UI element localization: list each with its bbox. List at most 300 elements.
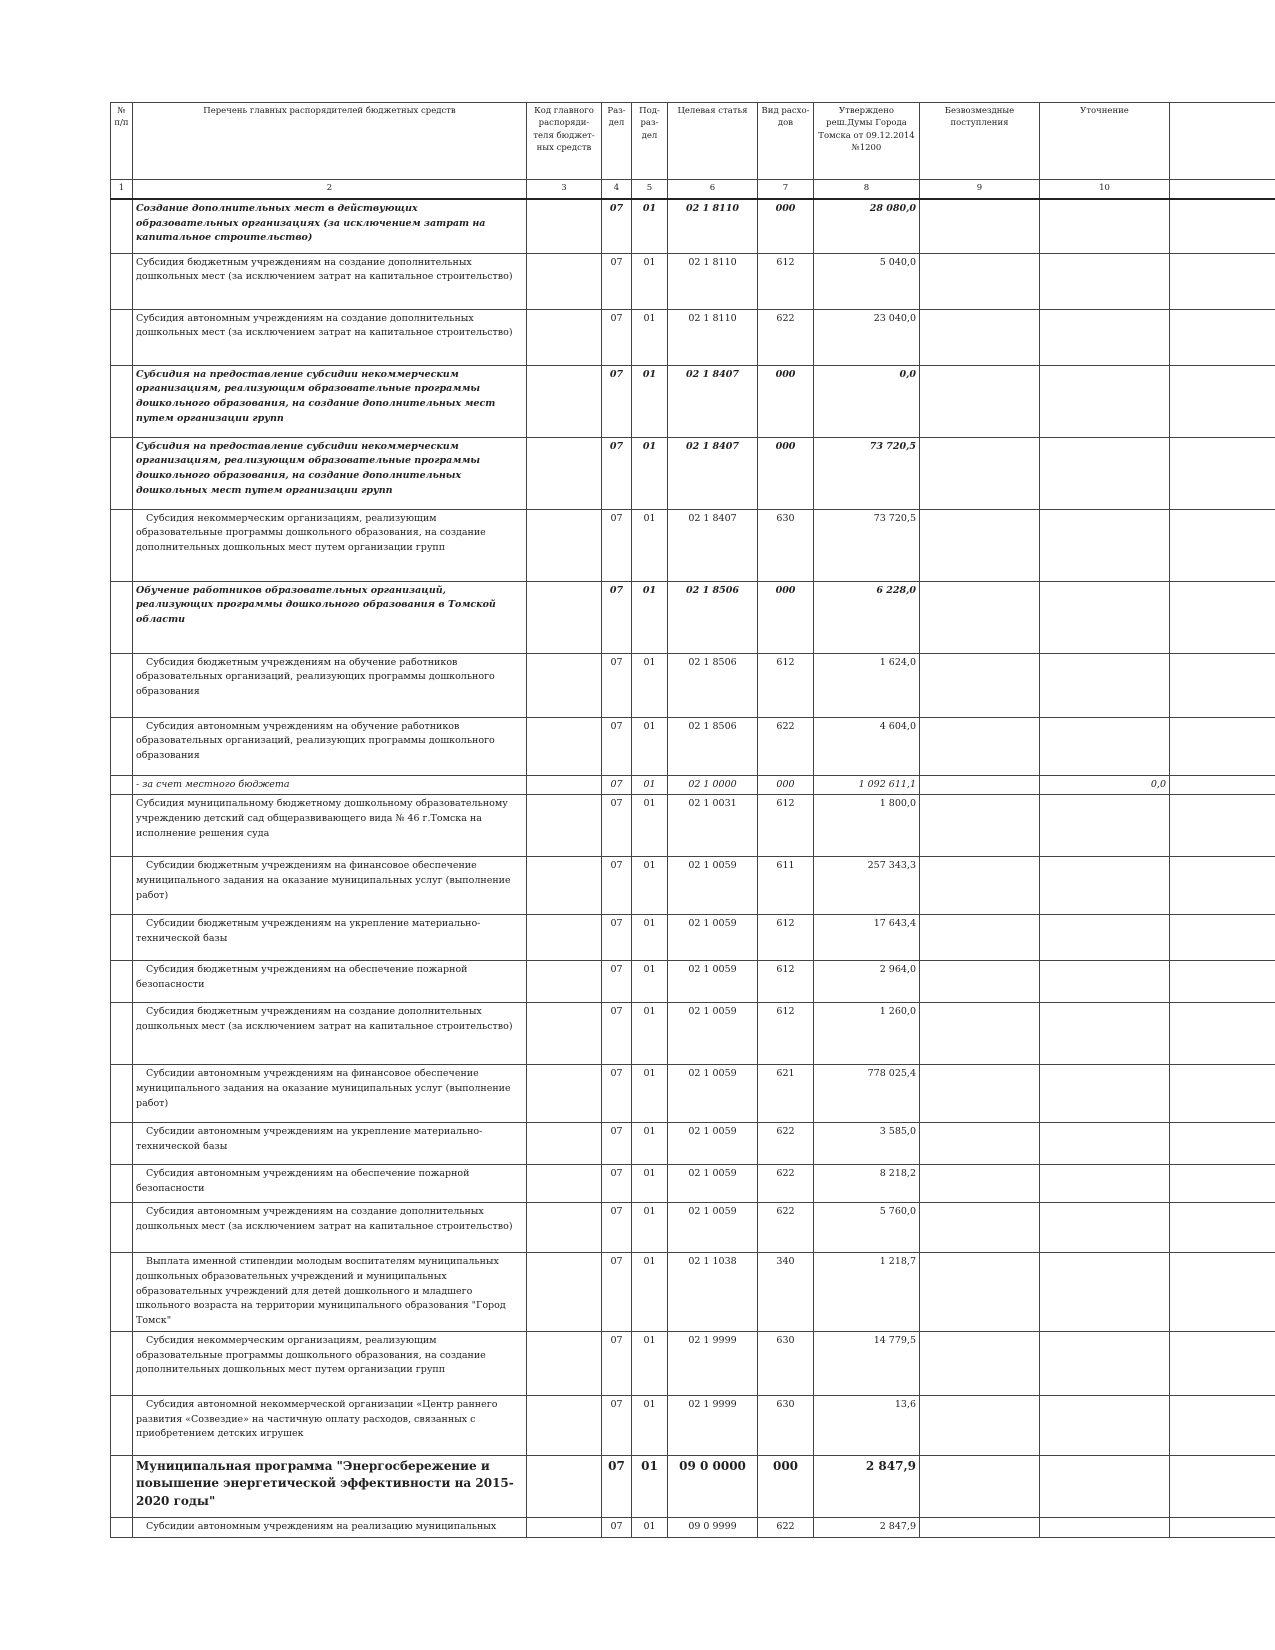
cell-expense-type: 000	[758, 1455, 814, 1517]
cell-podrazdel: 01	[632, 1253, 668, 1332]
cell-clarification	[1040, 1003, 1170, 1065]
cell-podrazdel: 01	[632, 1517, 668, 1537]
cell-extra	[1170, 1165, 1275, 1203]
cell-code	[527, 1455, 602, 1517]
cell-grants	[920, 857, 1040, 915]
cell-target-article: 02 1 0059	[668, 857, 758, 915]
cell-podrazdel: 01	[632, 253, 668, 309]
cell-number	[111, 1165, 133, 1203]
cell-code	[527, 1253, 602, 1332]
cell-expense-type: 000	[758, 581, 814, 653]
cell-extra	[1170, 199, 1275, 253]
cell-razdel: 07	[602, 717, 632, 775]
cell-approved-amount: 1 260,0	[814, 1003, 920, 1065]
cell-grants	[920, 253, 1040, 309]
cell-approved-amount: 28 080,0	[814, 199, 920, 253]
cell-clarification	[1040, 653, 1170, 717]
cell-description: Субсидия бюджетным учреждениям на обучение работников образовательных организаций, реализующих программы дошкольного образования	[133, 653, 527, 717]
cell-clarification	[1040, 915, 1170, 961]
cell-number	[111, 365, 133, 437]
cell-clarification	[1040, 253, 1170, 309]
cell-razdel: 07	[602, 509, 632, 581]
cell-razdel: 07	[602, 857, 632, 915]
cell-expense-type: 630	[758, 1395, 814, 1455]
cell-clarification	[1040, 961, 1170, 1003]
cell-extra	[1170, 915, 1275, 961]
cell-extra	[1170, 795, 1275, 857]
cell-number	[111, 653, 133, 717]
column-number-extra	[1170, 180, 1275, 200]
cell-podrazdel: 01	[632, 437, 668, 509]
header-grants: Безвозмездные поступления	[920, 103, 1040, 180]
cell-podrazdel: 01	[632, 653, 668, 717]
cell-razdel: 07	[602, 1123, 632, 1165]
cell-approved-amount: 1 800,0	[814, 795, 920, 857]
cell-expense-type: 612	[758, 961, 814, 1003]
header-number: № п/п	[111, 103, 133, 180]
column-number: 5	[632, 180, 668, 200]
cell-extra	[1170, 437, 1275, 509]
cell-number	[111, 775, 133, 795]
cell-description: Субсидии автономным учреждениям на укрепление материально-технической базы	[133, 1123, 527, 1165]
cell-code	[527, 581, 602, 653]
cell-description: Субсидия бюджетным учреждениям на создание дополнительных дошкольных мест (за исключением затрат на капитальное строительство)	[133, 253, 527, 309]
cell-number	[111, 509, 133, 581]
cell-clarification	[1040, 437, 1170, 509]
cell-approved-amount: 14 779,5	[814, 1331, 920, 1395]
cell-code	[527, 795, 602, 857]
cell-approved-amount: 1 218,7	[814, 1253, 920, 1332]
cell-target-article: 09 0 0000	[668, 1455, 758, 1517]
cell-podrazdel: 01	[632, 581, 668, 653]
cell-clarification	[1040, 1123, 1170, 1165]
cell-number	[111, 1003, 133, 1065]
cell-razdel: 07	[602, 775, 632, 795]
cell-target-article: 02 1 0000	[668, 775, 758, 795]
cell-code	[527, 653, 602, 717]
cell-clarification	[1040, 1253, 1170, 1332]
cell-approved-amount: 778 025,4	[814, 1065, 920, 1123]
cell-razdel: 07	[602, 1003, 632, 1065]
cell-code	[527, 961, 602, 1003]
cell-description: Субсидия на предоставление субсидии некоммерческим организациям, реализующим образовательные программы дошкольного образования, на создание дополнительных дошкольных мест путем организации групп	[133, 437, 527, 509]
cell-code	[527, 1123, 602, 1165]
cell-expense-type: 000	[758, 437, 814, 509]
cell-razdel: 07	[602, 1165, 632, 1203]
cell-expense-type: 622	[758, 1203, 814, 1253]
cell-target-article: 02 1 8407	[668, 509, 758, 581]
cell-description: Субсидия бюджетным учреждениям на создание дополнительных дошкольных мест (за исключением затрат на капитальное строительство)	[133, 1003, 527, 1065]
cell-grants	[920, 509, 1040, 581]
header-code: Код главного распоряди-теля бюджет-ных средств	[527, 103, 602, 180]
cell-number	[111, 581, 133, 653]
table-row	[111, 581, 1275, 653]
cell-description: Субсидия автономным учреждениям на обучение работников образовательных организаций, реализующих программы дошкольного образования	[133, 717, 527, 775]
column-number: 1	[111, 180, 133, 200]
cell-clarification	[1040, 1331, 1170, 1395]
cell-expense-type: 612	[758, 253, 814, 309]
cell-clarification	[1040, 199, 1170, 253]
cell-razdel: 07	[602, 253, 632, 309]
cell-approved-amount: 13,6	[814, 1395, 920, 1455]
cell-target-article: 02 1 9999	[668, 1395, 758, 1455]
cell-podrazdel: 01	[632, 717, 668, 775]
header-extra	[1170, 103, 1275, 180]
cell-razdel: 07	[602, 581, 632, 653]
header-expense-type: Вид расхо-дов	[758, 103, 814, 180]
table-row	[111, 1253, 1275, 1332]
cell-expense-type: 340	[758, 1253, 814, 1332]
cell-target-article: 02 1 8506	[668, 581, 758, 653]
cell-code	[527, 1331, 602, 1395]
cell-number	[111, 437, 133, 509]
cell-expense-type: 622	[758, 1165, 814, 1203]
cell-extra	[1170, 717, 1275, 775]
cell-approved-amount: 1 624,0	[814, 653, 920, 717]
cell-approved-amount: 17 643,4	[814, 915, 920, 961]
table-body	[111, 199, 1275, 1537]
cell-razdel: 07	[602, 961, 632, 1003]
cell-clarification	[1040, 857, 1170, 915]
cell-description: Выплата именной стипендии молодым воспитателям муниципальных дошкольных образовательных учреждений и муниципальных образовательных учреждений для детей дошкольного и младшего школьного возраста на территории муниципального образования "Город Томск"	[133, 1253, 527, 1332]
cell-razdel: 07	[602, 1065, 632, 1123]
cell-description: Муниципальная программа "Энергосбережение и повышение энергетической эффективности на 2015-2020 годы"	[133, 1455, 527, 1517]
table-row	[111, 1203, 1275, 1253]
cell-extra	[1170, 857, 1275, 915]
cell-expense-type: 612	[758, 795, 814, 857]
cell-target-article: 02 1 0059	[668, 1123, 758, 1165]
cell-description: Субсидия муниципальному бюджетному дошкольному образовательному учреждению детский сад общеразвивающего вида № 46 г.Томска на исполнение решения суда	[133, 795, 527, 857]
cell-code	[527, 199, 602, 253]
table-row	[111, 1517, 1275, 1537]
cell-podrazdel: 01	[632, 365, 668, 437]
cell-code	[527, 1065, 602, 1123]
cell-description: Субсидия автономным учреждениям на создание дополнительных дошкольных мест (за исключением затрат на капитальное строительство)	[133, 309, 527, 365]
cell-extra	[1170, 581, 1275, 653]
cell-razdel: 07	[602, 1203, 632, 1253]
cell-description: Субсидия некоммерческим организациям, реализующим образовательные программы дошкольного образования, на создание дополнительных дошкольных мест путем организации групп	[133, 509, 527, 581]
cell-approved-amount: 73 720,5	[814, 509, 920, 581]
cell-grants	[920, 1455, 1040, 1517]
cell-grants	[920, 1123, 1040, 1165]
cell-extra	[1170, 1395, 1275, 1455]
cell-code	[527, 1165, 602, 1203]
cell-code	[527, 309, 602, 365]
cell-target-article: 02 1 8407	[668, 437, 758, 509]
cell-grants	[920, 309, 1040, 365]
cell-number	[111, 1517, 133, 1537]
cell-expense-type: 612	[758, 915, 814, 961]
cell-razdel: 07	[602, 1331, 632, 1395]
cell-code	[527, 509, 602, 581]
cell-clarification	[1040, 1065, 1170, 1123]
cell-number	[111, 309, 133, 365]
cell-description: Субсидии автономным учреждениям на финансовое обеспечение муниципального задания на оказание муниципальных услуг (выполнение работ)	[133, 1065, 527, 1123]
cell-clarification	[1040, 1517, 1170, 1537]
table-row	[111, 1065, 1275, 1123]
cell-extra	[1170, 1003, 1275, 1065]
cell-code	[527, 365, 602, 437]
cell-description: Субсидия автономным учреждениям на создание дополнительных дошкольных мест (за исключением затрат на капитальное строительство)	[133, 1203, 527, 1253]
cell-approved-amount: 5 760,0	[814, 1203, 920, 1253]
cell-razdel: 07	[602, 1395, 632, 1455]
cell-grants	[920, 961, 1040, 1003]
cell-expense-type: 612	[758, 653, 814, 717]
table-row	[111, 253, 1275, 309]
cell-target-article: 02 1 0059	[668, 961, 758, 1003]
cell-expense-type: 611	[758, 857, 814, 915]
cell-approved-amount: 4 604,0	[814, 717, 920, 775]
cell-description: Обучение работников образовательных организаций, реализующих программы дошкольного образования в Томской области	[133, 581, 527, 653]
cell-podrazdel: 01	[632, 1455, 668, 1517]
cell-expense-type: 622	[758, 1123, 814, 1165]
column-number: 9	[920, 180, 1040, 200]
cell-code	[527, 1517, 602, 1537]
table-row	[111, 1123, 1275, 1165]
table-row	[111, 915, 1275, 961]
cell-expense-type: 621	[758, 1065, 814, 1123]
cell-grants	[920, 915, 1040, 961]
cell-approved-amount: 3 585,0	[814, 1123, 920, 1165]
cell-approved-amount: 8 218,2	[814, 1165, 920, 1203]
cell-approved-amount: 257 343,3	[814, 857, 920, 915]
cell-extra	[1170, 1253, 1275, 1332]
cell-code	[527, 1395, 602, 1455]
cell-approved-amount: 73 720,5	[814, 437, 920, 509]
cell-target-article: 02 1 0059	[668, 1165, 758, 1203]
cell-razdel: 07	[602, 795, 632, 857]
cell-code	[527, 775, 602, 795]
cell-code	[527, 253, 602, 309]
cell-target-article: 02 1 9999	[668, 1331, 758, 1395]
column-number: 6	[668, 180, 758, 200]
table-row	[111, 1003, 1275, 1065]
cell-target-article: 02 1 8506	[668, 653, 758, 717]
cell-target-article: 02 1 0059	[668, 1065, 758, 1123]
cell-razdel: 07	[602, 653, 632, 717]
cell-podrazdel: 01	[632, 1165, 668, 1203]
cell-grants	[920, 1395, 1040, 1455]
cell-podrazdel: 01	[632, 1065, 668, 1123]
cell-extra	[1170, 961, 1275, 1003]
cell-expense-type: 622	[758, 717, 814, 775]
cell-grants	[920, 581, 1040, 653]
table-row	[111, 717, 1275, 775]
cell-number	[111, 857, 133, 915]
cell-number	[111, 1123, 133, 1165]
cell-approved-amount: 2 847,9	[814, 1517, 920, 1537]
cell-number	[111, 253, 133, 309]
cell-code	[527, 1203, 602, 1253]
cell-description: Субсидии бюджетным учреждениям на финансовое обеспечение муниципального задания на оказание муниципальных услуг (выполнение работ)	[133, 857, 527, 915]
cell-code	[527, 717, 602, 775]
cell-approved-amount: 6 228,0	[814, 581, 920, 653]
cell-target-article: 02 1 0031	[668, 795, 758, 857]
cell-podrazdel: 01	[632, 915, 668, 961]
header-description: Перечень главных распорядителей бюджетных средств	[133, 103, 527, 180]
cell-razdel: 07	[602, 915, 632, 961]
cell-approved-amount: 2 847,9	[814, 1455, 920, 1517]
cell-extra	[1170, 253, 1275, 309]
cell-grants	[920, 1203, 1040, 1253]
cell-grants	[920, 1517, 1040, 1537]
cell-code	[527, 857, 602, 915]
header-approved: Утверждено реш.Думы Города Томска от 09.12.2014 №1200	[814, 103, 920, 180]
header-podrazdel: Под-раз-дел	[632, 103, 668, 180]
column-number: 7	[758, 180, 814, 200]
cell-grants	[920, 365, 1040, 437]
cell-razdel: 07	[602, 437, 632, 509]
cell-razdel: 07	[602, 309, 632, 365]
cell-number	[111, 961, 133, 1003]
cell-clarification: 0,0	[1040, 775, 1170, 795]
cell-podrazdel: 01	[632, 1123, 668, 1165]
cell-number	[111, 1395, 133, 1455]
cell-target-article: 02 1 8506	[668, 717, 758, 775]
table-row	[111, 199, 1275, 253]
table-row	[111, 857, 1275, 915]
column-number: 2	[133, 180, 527, 200]
cell-grants	[920, 1165, 1040, 1203]
table-row	[111, 309, 1275, 365]
cell-number	[111, 795, 133, 857]
cell-code	[527, 1003, 602, 1065]
cell-razdel: 07	[602, 1455, 632, 1517]
cell-podrazdel: 01	[632, 309, 668, 365]
header-clarification: Уточнение	[1040, 103, 1170, 180]
cell-number	[111, 1253, 133, 1332]
cell-extra	[1170, 653, 1275, 717]
cell-clarification	[1040, 509, 1170, 581]
cell-description: Субсидия автономным учреждениям на обеспечение пожарной безопасности	[133, 1165, 527, 1203]
table-row	[111, 653, 1275, 717]
cell-expense-type: 000	[758, 199, 814, 253]
cell-number	[111, 1203, 133, 1253]
cell-clarification	[1040, 795, 1170, 857]
cell-number	[111, 717, 133, 775]
cell-target-article: 02 1 0059	[668, 915, 758, 961]
cell-extra	[1170, 1203, 1275, 1253]
cell-extra	[1170, 1517, 1275, 1537]
cell-clarification	[1040, 1165, 1170, 1203]
cell-clarification	[1040, 309, 1170, 365]
cell-number	[111, 199, 133, 253]
cell-approved-amount: 1 092 611,1	[814, 775, 920, 795]
cell-podrazdel: 01	[632, 795, 668, 857]
cell-description: Субсидии бюджетным учреждениям на укрепление материально-технической базы	[133, 915, 527, 961]
cell-podrazdel: 01	[632, 1003, 668, 1065]
cell-description: Субсидия некоммерческим организациям, реализующим образовательные программы дошкольного образования, на создание дополнительных дошкольных мест путем организации групп	[133, 1331, 527, 1395]
table-row	[111, 437, 1275, 509]
cell-code	[527, 437, 602, 509]
table-row	[111, 1455, 1275, 1517]
cell-target-article: 02 1 1038	[668, 1253, 758, 1332]
cell-razdel: 07	[602, 1253, 632, 1332]
cell-approved-amount: 0,0	[814, 365, 920, 437]
cell-extra	[1170, 365, 1275, 437]
table-row	[111, 365, 1275, 437]
table-row	[111, 1395, 1275, 1455]
cell-grants	[920, 437, 1040, 509]
cell-grants	[920, 199, 1040, 253]
cell-expense-type: 630	[758, 509, 814, 581]
cell-number	[111, 915, 133, 961]
cell-number	[111, 1455, 133, 1517]
cell-grants	[920, 653, 1040, 717]
cell-podrazdel: 01	[632, 857, 668, 915]
cell-grants	[920, 1065, 1040, 1123]
cell-grants	[920, 1331, 1040, 1395]
cell-description: Субсидия автономной некоммерческой организации «Центр раннего развития «Созвездие» на частичную оплату расходов, связанных с приобретением детских игрушек	[133, 1395, 527, 1455]
cell-grants	[920, 1253, 1040, 1332]
column-numbers-row	[111, 180, 1275, 200]
cell-expense-type: 630	[758, 1331, 814, 1395]
table-row	[111, 1165, 1275, 1203]
cell-podrazdel: 01	[632, 1331, 668, 1395]
cell-number	[111, 1331, 133, 1395]
cell-clarification	[1040, 581, 1170, 653]
cell-approved-amount: 5 040,0	[814, 253, 920, 309]
column-number: 3	[527, 180, 602, 200]
cell-clarification	[1040, 1203, 1170, 1253]
cell-target-article: 02 1 8110	[668, 309, 758, 365]
cell-description: Субсидия на предоставление субсидии некоммерческим организациям, реализующим образовательные программы дошкольного образования, на создание дополнительных мест путем организации групп	[133, 365, 527, 437]
cell-podrazdel: 01	[632, 199, 668, 253]
table-row	[111, 1331, 1275, 1395]
cell-target-article: 02 1 0059	[668, 1203, 758, 1253]
table-row	[111, 961, 1275, 1003]
cell-target-article: 02 1 0059	[668, 1003, 758, 1065]
cell-number	[111, 1065, 133, 1123]
table-row	[111, 509, 1275, 581]
cell-podrazdel: 01	[632, 1395, 668, 1455]
cell-target-article: 02 1 8407	[668, 365, 758, 437]
cell-podrazdel: 01	[632, 509, 668, 581]
cell-grants	[920, 795, 1040, 857]
cell-expense-type: 622	[758, 309, 814, 365]
header-target-article: Целевая статья	[668, 103, 758, 180]
cell-extra	[1170, 1455, 1275, 1517]
cell-podrazdel: 01	[632, 1203, 668, 1253]
cell-clarification	[1040, 1395, 1170, 1455]
column-number: 8	[814, 180, 920, 200]
table-row	[111, 795, 1275, 857]
cell-clarification	[1040, 1455, 1170, 1517]
cell-extra	[1170, 509, 1275, 581]
cell-razdel: 07	[602, 365, 632, 437]
cell-expense-type: 000	[758, 365, 814, 437]
column-number: 10	[1040, 180, 1170, 200]
cell-expense-type: 612	[758, 1003, 814, 1065]
cell-description: Создание дополнительных мест в действующих образовательных организациях (за исключением затрат на капитальное строительство)	[133, 199, 527, 253]
cell-podrazdel: 01	[632, 775, 668, 795]
cell-code	[527, 915, 602, 961]
cell-expense-type: 000	[758, 775, 814, 795]
cell-extra	[1170, 1331, 1275, 1395]
header-row	[111, 103, 1275, 180]
cell-grants	[920, 1003, 1040, 1065]
cell-description: Субсидии автономным учреждениям на реализацию муниципальных	[133, 1517, 527, 1537]
cell-description: - за счет местного бюджета	[133, 775, 527, 795]
cell-target-article: 09 0 9999	[668, 1517, 758, 1537]
header-razdel: Раз-дел	[602, 103, 632, 180]
cell-podrazdel: 01	[632, 961, 668, 1003]
cell-description: Субсидия бюджетным учреждениям на обеспечение пожарной безопасности	[133, 961, 527, 1003]
cell-expense-type: 622	[758, 1517, 814, 1537]
cell-grants	[920, 717, 1040, 775]
cell-extra	[1170, 309, 1275, 365]
cell-approved-amount: 2 964,0	[814, 961, 920, 1003]
